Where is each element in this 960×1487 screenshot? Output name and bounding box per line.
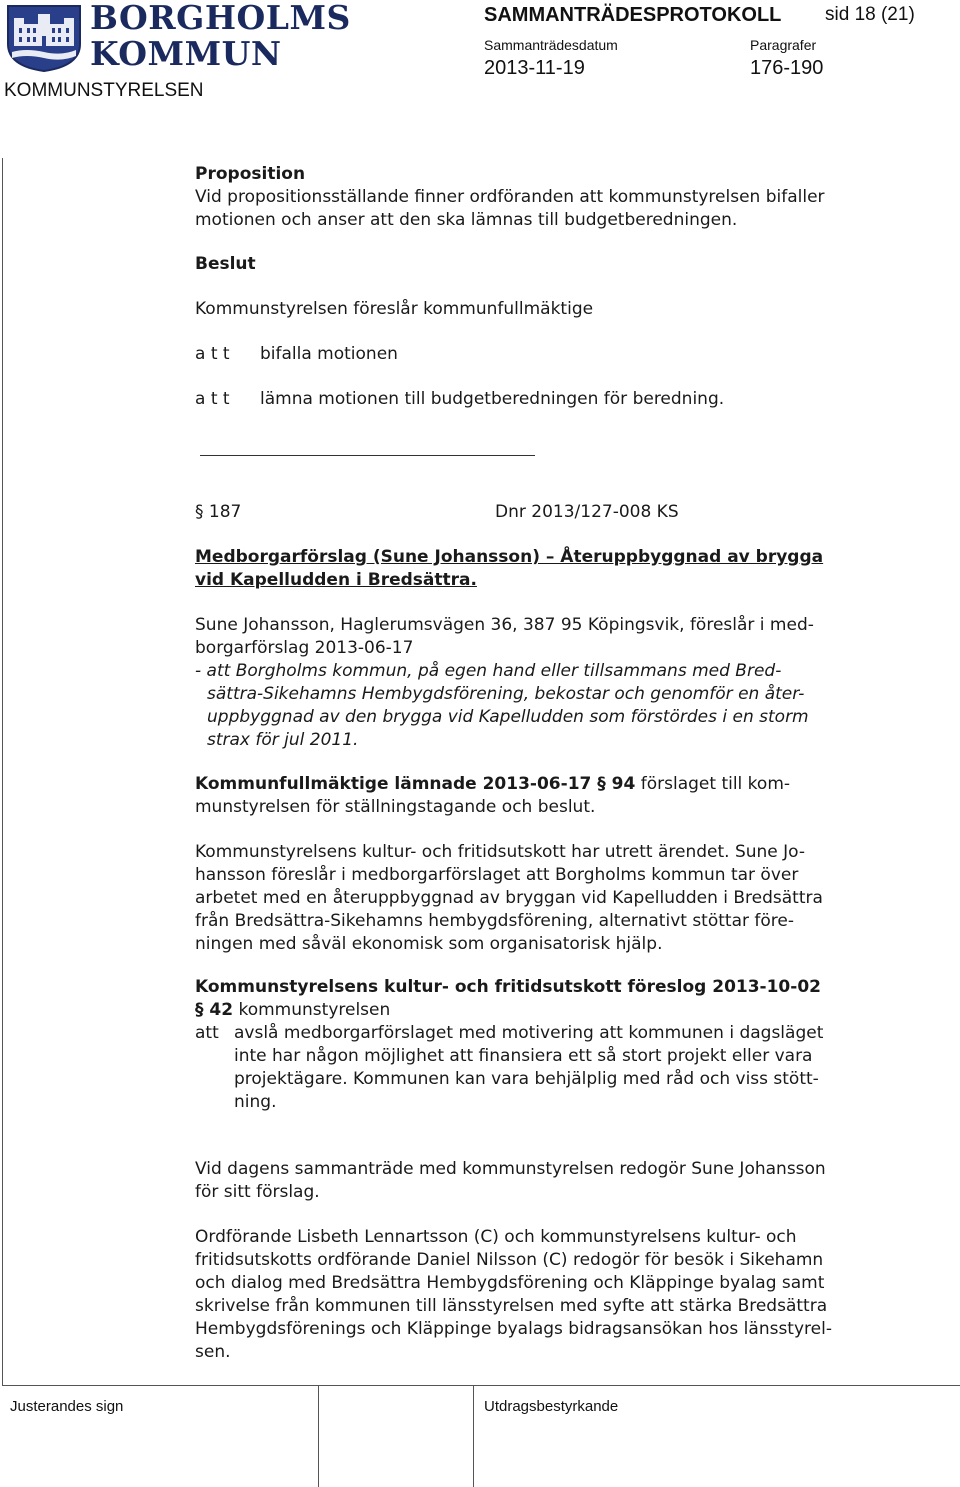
footer-divider bbox=[473, 1385, 474, 1487]
body-text: hansson föreslår i medborgarförslaget att Borgholms kommun tar över bbox=[195, 865, 799, 885]
body-text: munstyrelsen för ställningstagande och beslut. bbox=[195, 797, 596, 817]
proposition-text: Vid propositionsställande finner ordföranden att kommunstyrelsen bifaller bbox=[195, 187, 825, 207]
footer-divider bbox=[318, 1385, 319, 1487]
body-bold: 94 bbox=[605, 774, 636, 794]
proposition-heading: Proposition bbox=[195, 164, 306, 184]
proposition-text: motionen och anser att den ska lämnas till budgetberedningen. bbox=[195, 210, 738, 230]
beslut-heading: Beslut bbox=[195, 254, 256, 274]
extract-label: Utdragsbestyrkande bbox=[484, 1398, 619, 1415]
body-text-part: förslaget till kom- bbox=[635, 774, 791, 794]
att-label: a t t bbox=[195, 389, 230, 409]
beslut-intro: Kommunstyrelsen föreslår kommunfullmäktige bbox=[195, 299, 594, 319]
paragraph-symbol: § bbox=[597, 774, 606, 794]
body-text bbox=[195, 999, 390, 1022]
logo-name-line2: KOMMUN bbox=[90, 34, 282, 73]
beslut-item: bifalla motionen bbox=[260, 344, 398, 364]
section-title: vid Kapelludden i Bredsättra. bbox=[195, 570, 477, 590]
quoted-proposal: uppbyggnad av den brygga vid Kapelludden som förstördes i en storm bbox=[207, 707, 809, 727]
dnr: Dnr 2013/127-008 KS bbox=[495, 502, 679, 522]
margin-rule bbox=[2, 158, 3, 1385]
paragraphs-label: Paragrafer bbox=[750, 37, 817, 53]
meeting-date-label: Sammanträdesdatum bbox=[484, 37, 618, 53]
body-text: för sitt förslag. bbox=[195, 1182, 320, 1202]
body-text: från Bredsättra-Sikehamns hembygdsförening, alternativt stöttar före- bbox=[195, 911, 794, 931]
body-text: ning. bbox=[234, 1092, 277, 1112]
meeting-date: 2013-11-19 bbox=[484, 57, 585, 79]
body-text: och dialog med Bredsättra Hembygdsförening och Kläppinge byalag samt bbox=[195, 1273, 825, 1293]
castle-crest-icon bbox=[6, 4, 82, 72]
paragraph-symbol: § bbox=[195, 502, 204, 522]
section-number-value: 187 bbox=[208, 502, 242, 522]
document-title: SAMMANTRÄDESPROTOKOLL bbox=[484, 4, 782, 26]
body-text: Hembygdsförenings och Kläppinge byalags bidragsansökan hos länsstyrel- bbox=[195, 1319, 832, 1339]
body-text: Ordförande Lisbeth Lennartsson (C) och kommunstyrelsens kultur- och bbox=[195, 1227, 797, 1247]
section-number bbox=[195, 501, 241, 524]
paragraph-symbol: § bbox=[195, 1000, 204, 1020]
att-label: att bbox=[195, 1023, 219, 1043]
body-text: projektägare. Kommunen kan vara behjälplig med råd och viss stött- bbox=[234, 1069, 819, 1089]
body-text: sen. bbox=[195, 1342, 231, 1362]
body-text: borgarförslag 2013-06-17 bbox=[195, 638, 414, 658]
body-text: Vid dagens sammanträde med kommunstyrelsen redogör Sune Johansson bbox=[195, 1159, 826, 1179]
body-text: avslå medborgarförslaget med motivering att kommunen i dagsläget bbox=[234, 1023, 824, 1043]
att-label: a t t bbox=[195, 344, 230, 364]
footer-rule bbox=[2, 1385, 960, 1386]
committee-heading: Kommunstyrelsens kultur- och fritidsutskott föreslog 2013-10-02 bbox=[195, 977, 821, 997]
beslut-item: lämna motionen till budgetberedningen för beredning. bbox=[260, 389, 725, 409]
org-unit: KOMMUNSTYRELSEN bbox=[4, 80, 204, 101]
section-title: Medborgarförslag (Sune Johansson) – Återuppbyggnad av brygga bbox=[195, 547, 824, 567]
body-text-part: kommunstyrelsen bbox=[233, 1000, 391, 1020]
section-separator bbox=[200, 455, 535, 456]
quoted-proposal: strax för jul 2011. bbox=[207, 730, 359, 750]
body-text: fritidsutskotts ordförande Daniel Nilsson (C) redogör för besök i Sikehamn bbox=[195, 1250, 824, 1270]
paragraphs-range: 176-190 bbox=[750, 57, 824, 79]
body-text: Kommunstyrelsens kultur- och fritidsutskott har utrett ärendet. Sune Jo- bbox=[195, 842, 806, 862]
logo-name-line1: BORGHOLMS bbox=[90, 0, 351, 37]
body-text: ningen med såväl ekonomisk som organisatorisk hjälp. bbox=[195, 934, 663, 954]
body-text: skrivelse från kommunen till länsstyrelsen med syfte att stärka Bredsättra bbox=[195, 1296, 828, 1316]
quoted-proposal: - att Borgholms kommun, på egen hand eller tillsammans med Bred- bbox=[195, 661, 782, 681]
municipality-logo bbox=[6, 0, 351, 74]
body-text: arbetet med en återuppbyggnad av bryggan vid Kapelludden i Bredsättra bbox=[195, 888, 823, 908]
page-number: sid 18 (21) bbox=[825, 4, 915, 25]
quoted-proposal: sättra-Sikehamns Hembygdsförening, bekostar och genomför en åter- bbox=[207, 684, 805, 704]
body-text: Sune Johansson, Haglerumsvägen 36, 387 95 Köpingsvik, föreslår i med- bbox=[195, 615, 814, 635]
body-bold: Kommunfullmäktige lämnade 2013-06-17 bbox=[195, 774, 598, 794]
body-bold: 42 bbox=[203, 1000, 234, 1020]
body-text bbox=[195, 773, 790, 796]
sign-label: Justerandes sign bbox=[10, 1398, 124, 1415]
body-text: inte har någon möjlighet att finansiera ett så stort projekt eller vara bbox=[234, 1046, 813, 1066]
